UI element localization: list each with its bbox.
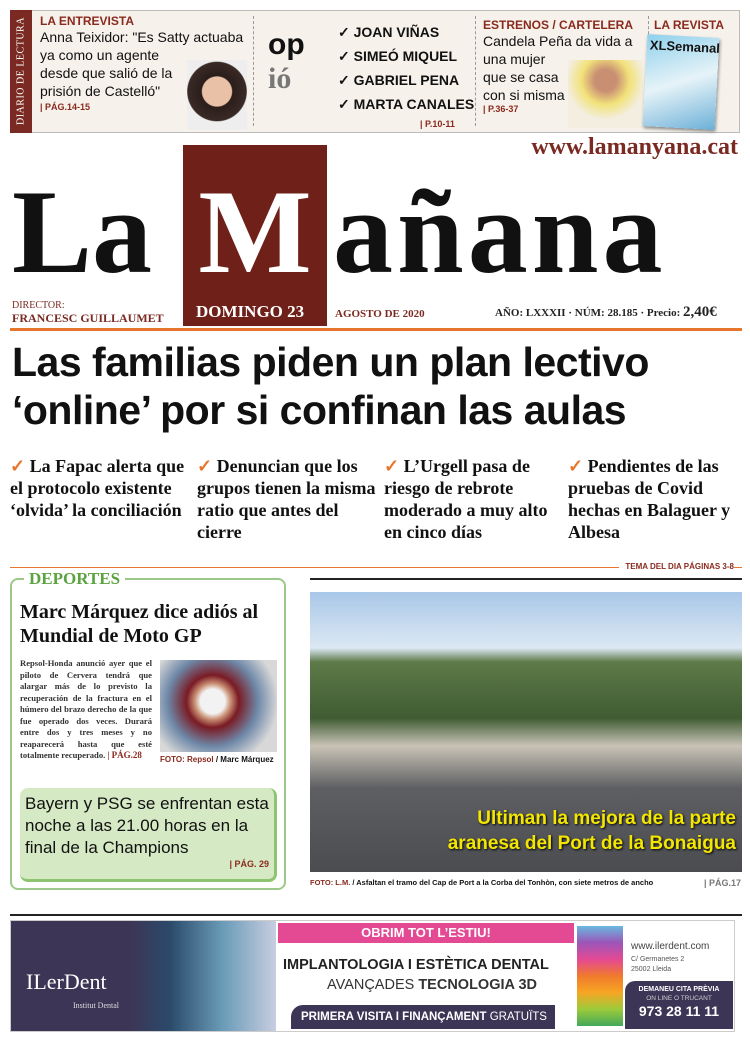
ad-brand: ILerDent xyxy=(26,969,107,994)
masthead-logo-m: M xyxy=(198,165,312,298)
director-name: FRANCESC GUILLAUMET xyxy=(12,311,164,325)
opinion-author: ✓ JOAN VIÑAS xyxy=(338,24,440,40)
ad-triangles xyxy=(577,926,623,1026)
interview-page: | PÁG.14-15 xyxy=(40,102,91,112)
date-month: AGOSTO DE 2020 xyxy=(335,308,425,320)
premieres-page: | P.36-37 xyxy=(483,104,519,114)
opinion-page: | P.10-11 xyxy=(420,119,455,129)
ilerdent-ad[interactable] xyxy=(10,920,735,1032)
premieres-kicker: ESTRENOS / CARTELERA xyxy=(483,18,634,32)
ad-line1: IMPLANTOLOGIA I ESTÈTICA DENTAL xyxy=(283,957,549,973)
main-headline[interactable]: Las familias piden un plan lectivo ‘online’ por si confinan las aulas xyxy=(12,339,649,433)
lead-bullet[interactable]: ✓ Denuncian que los grupos tienen la misma ratio que antes del cierre xyxy=(197,456,376,542)
ad-address: C/ Germanetes 2 xyxy=(631,956,685,963)
premieres-teaser[interactable] xyxy=(483,18,646,138)
masthead-logo-la: La xyxy=(12,165,153,298)
photo-caption: FOTO: L.M. / Asfaltan el tramo del Cap de Port a la Corba del Tonhòn, con siete metros de ancho xyxy=(310,878,654,887)
magazine-kicker: LA REVISTA xyxy=(654,18,725,32)
theme-pages[interactable]: TEMA DEL DIA PÁGINAS 3-8 xyxy=(619,562,734,572)
ad-line2: AVANÇADES TECNOLOGIA 3D xyxy=(327,977,538,993)
masthead-logo-anana: añana xyxy=(333,165,667,298)
ad-brand-sub: Institut Dental xyxy=(73,1001,119,1010)
opinion-author: ✓ MARTA CANALES xyxy=(338,96,475,112)
opinion-logo: op ió xyxy=(268,28,305,95)
lead-bullet[interactable]: ✓ Pendientes de las pruebas de Covid hechas en Balaguer y Albesa xyxy=(568,456,731,542)
sports-body: Repsol-Honda anunció ayer que el piloto de Cervera tendrá que alargar más de lo previsto la recuperación de la fractura en el húmero del brazo derecho de la que fue operado dos veces. Durará entre dos y tres meses y no reaparecerá hasta que esté totalmente recuperado. | PÁG.28 xyxy=(20,658,152,760)
premieres-text: Candela Peña da vida a una mujer que se casa con si misma xyxy=(483,33,633,103)
opinion-authors xyxy=(338,20,474,116)
opinion-author: ✓ SIMEÓ MIQUEL xyxy=(338,48,458,64)
marquez-photo xyxy=(160,660,277,752)
lead-bullet[interactable]: ✓ La Fapac alerta que el protocolo existente ‘olvida’ la conciliación xyxy=(10,456,185,520)
photo-page: | PÁG.17 xyxy=(704,878,742,888)
magazine-cover[interactable]: XLSemanal xyxy=(643,34,720,130)
ad-line3: PRIMERA VISITA I FINANÇAMENT GRATUÏTS xyxy=(291,1005,555,1029)
photo-headline: Ultiman la mejora de la parte aranesa del Port de la Bonaigua xyxy=(447,808,736,854)
date-day: DOMINGO 23 xyxy=(196,302,305,321)
ad-banner: OBRIM TOT L’ESTIU! xyxy=(278,923,574,943)
ad-cta: DEMANEU CITA PRÈVIA ON LINE O TRUCANT 973 28 11 11 xyxy=(625,981,733,1029)
interview-text: Anna Teixidor: "Es Satty actuaba ya como un agente desde que salió de la prisión de Castelló" xyxy=(40,29,244,99)
website-url[interactable]: www.lamanyana.cat xyxy=(531,134,738,160)
divider xyxy=(10,328,742,331)
interview-kicker: LA ENTREVISTA xyxy=(40,14,135,28)
interview-teaser[interactable] xyxy=(40,14,248,130)
ad-city: 25002 Lleida xyxy=(631,966,672,973)
issue-info: AÑO: LXXXII · NÚM: 28.185 · Precio: 2,40€ xyxy=(495,304,717,320)
sports-headline[interactable]: Marc Márquez dice adiós al Mundial de Moto GP xyxy=(20,601,259,647)
lead-bullet[interactable]: ✓ L’Urgell pasa de riesgo de rebrote moderado a muy alto en cinco días xyxy=(384,456,548,542)
sports-label: DEPORTES xyxy=(24,569,125,588)
opinion-author: ✓ GABRIEL PENA xyxy=(338,72,460,88)
marquez-caption: FOTO: Repsol / Marc Márquez xyxy=(160,755,274,764)
champions-box[interactable]: Bayern y PSG se enfrentan esta noche a las 21.00 horas en la final de la Champions | PÁG. 29 xyxy=(20,788,277,882)
reading-guide-label: DIARIO DE LECTURA xyxy=(10,10,32,133)
director-label: DIRECTOR: xyxy=(12,300,65,311)
ad-web: www.ilerdent.com xyxy=(631,941,710,952)
